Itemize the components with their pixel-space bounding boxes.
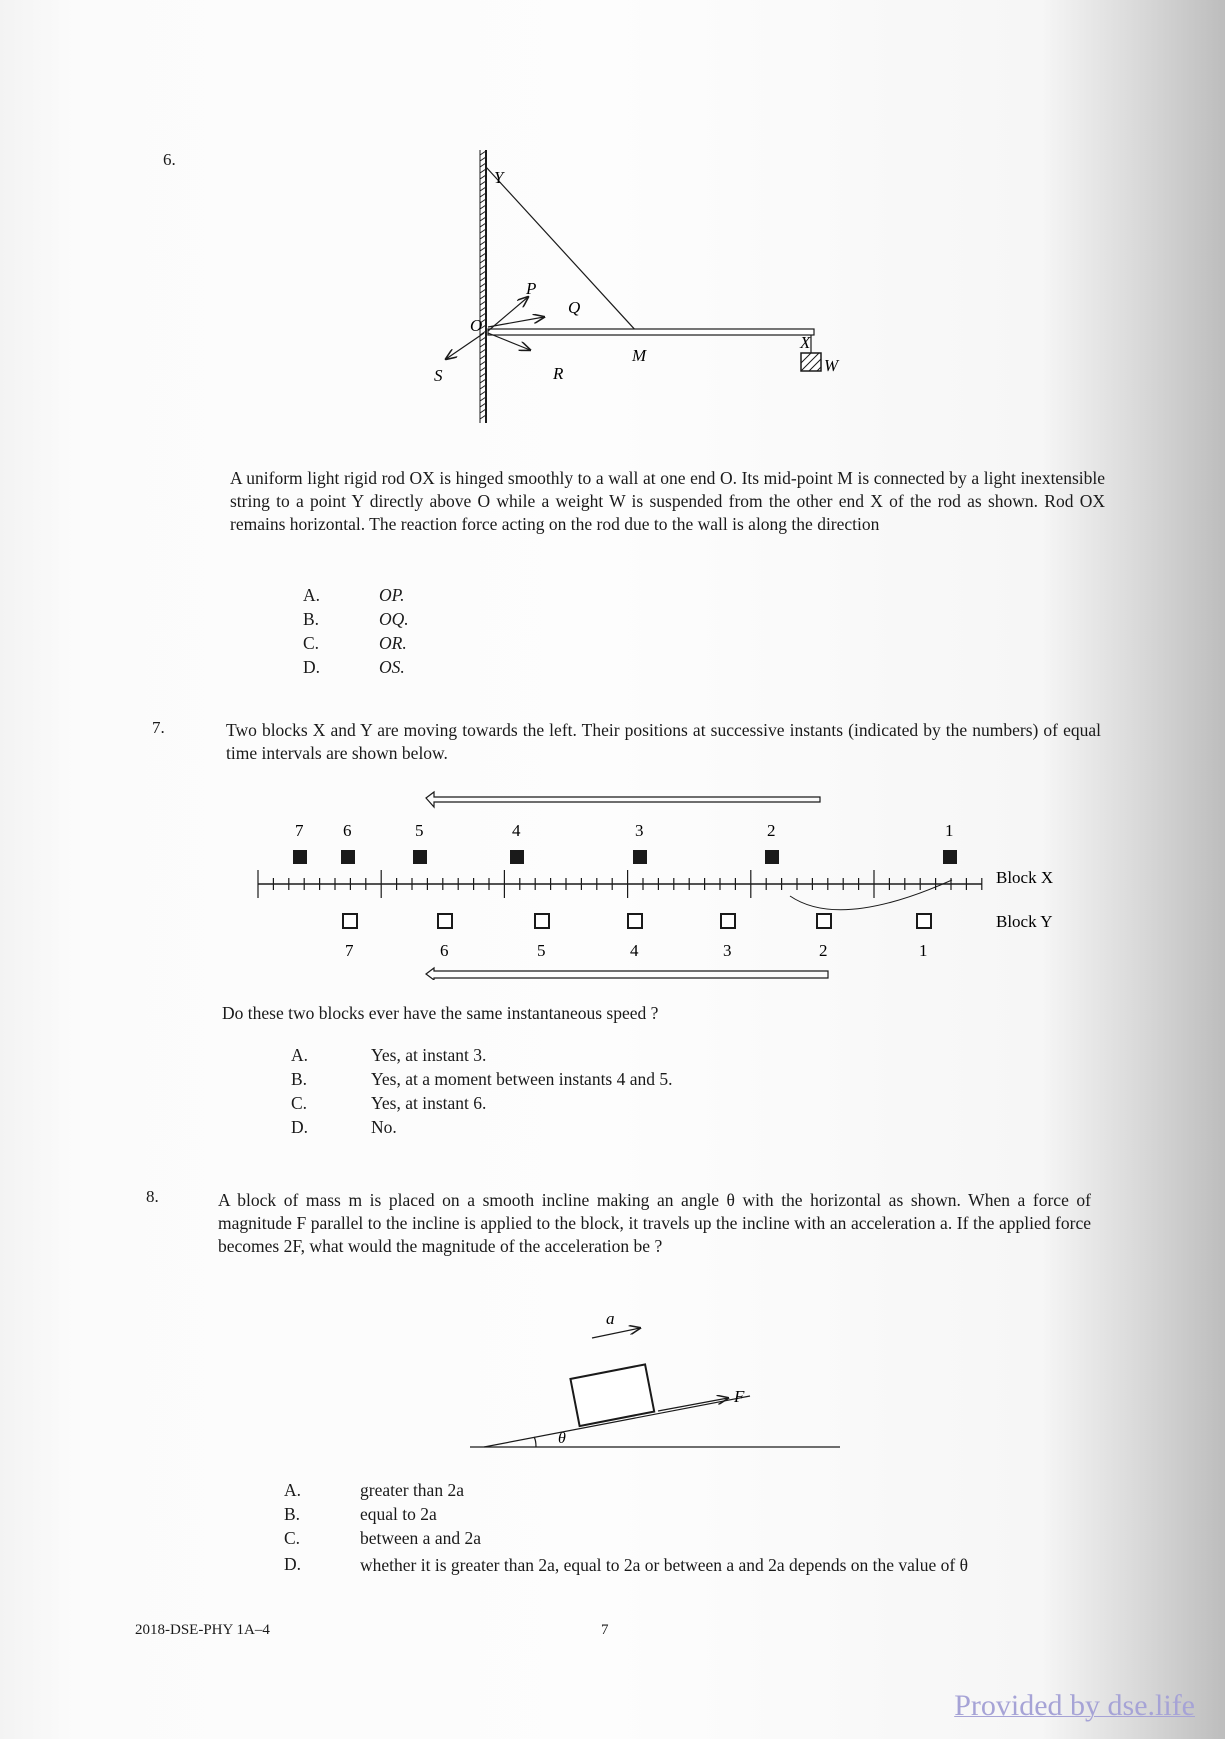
block-y-square xyxy=(438,914,452,928)
option-text: OP. xyxy=(379,585,405,605)
label-y: Y xyxy=(494,168,504,187)
label-m: M xyxy=(632,346,647,365)
option-letter: C. xyxy=(303,633,320,653)
block-y-square xyxy=(721,914,735,928)
option-text: equal to 2a xyxy=(360,1504,437,1524)
block-y-instant-label: 6 xyxy=(440,941,449,960)
block-x-instant-label: 4 xyxy=(512,821,521,840)
acceleration-arrow xyxy=(592,1328,640,1338)
option-letter: B. xyxy=(303,609,320,629)
q6-rod-diagram xyxy=(420,145,840,435)
label-p: P xyxy=(526,279,537,298)
question-6-number: 6. xyxy=(163,150,176,169)
label-acceleration: a xyxy=(606,1309,615,1328)
block-y-instant-label: 4 xyxy=(630,941,639,960)
question-8-text: A block of mass m is placed on a smooth incline making an angle θ with the horizontal as shown. When a force of magnitude F parallel to the incline is applied to the block, it travels up the incline with an acceleration a. If the applied force becomes 2F, what would the magnitude of the acceleration be ? xyxy=(218,1190,1091,1256)
option-text: Yes, at a moment between instants 4 and 5. xyxy=(371,1069,673,1089)
option-letter: A. xyxy=(284,1480,302,1500)
block-x-instant-label: 7 xyxy=(295,821,304,840)
block-y-square xyxy=(343,914,357,928)
label-r: R xyxy=(553,364,564,383)
block-x-instant-label: 3 xyxy=(635,821,644,840)
question-7-prompt: Do these two blocks ever have the same instantaneous speed ? xyxy=(222,1003,659,1023)
block-x-square xyxy=(413,850,427,864)
block-y-instant-label: 7 xyxy=(345,941,354,960)
block-y-square xyxy=(628,914,642,928)
option-letter: A. xyxy=(291,1045,309,1065)
option-text: OR. xyxy=(379,633,407,653)
q7-blocks-diagram xyxy=(240,790,1100,980)
label-s: S xyxy=(434,366,443,385)
option-text: Yes, at instant 3. xyxy=(371,1045,487,1065)
question-7-text: Two blocks X and Y are moving towards the left. Their positions at successive instants (indicated by the numbers) of equal time intervals are shown below. xyxy=(226,720,1101,763)
option-text: OQ. xyxy=(379,609,409,629)
label-theta: θ xyxy=(558,1430,566,1447)
q8-incline-diagram xyxy=(470,1300,850,1460)
left-arrow-top xyxy=(426,792,820,807)
block-y-positions xyxy=(343,914,931,960)
arrow-os xyxy=(446,333,484,359)
option-text: OS. xyxy=(379,657,405,677)
option-letter: D. xyxy=(291,1117,309,1137)
ruler xyxy=(258,870,982,898)
label-o: O xyxy=(470,316,483,335)
option-letter: B. xyxy=(284,1504,301,1524)
option-text: whether it is greater than 2a, equal to 2a or between a and 2a depends on the value of θ xyxy=(360,1555,969,1575)
force-arrow xyxy=(658,1398,728,1411)
question-7-number: 7. xyxy=(152,718,165,737)
option-letter: B. xyxy=(291,1069,308,1089)
label-force: F xyxy=(734,1387,745,1406)
option-text: No. xyxy=(371,1117,397,1137)
paper-code: 2018-DSE-PHY 1A–4 xyxy=(135,1622,270,1638)
arrow-oq xyxy=(488,317,544,327)
option-letter: D. xyxy=(284,1554,302,1574)
block-y-label: Block Y xyxy=(996,912,1053,931)
wall xyxy=(480,150,486,423)
question-6-text: A uniform light rigid rod OX is hinged smoothly to a wall at one end O. Its mid-point M is connected by a light inextensible string to a point Y directly above O while a weight W is suspended from the other end X of the rod as shown. Rod OX remains horizontal. The reaction force acting on the rod due to the wall is along the direction xyxy=(230,468,1105,534)
block-y-square xyxy=(917,914,931,928)
label-x: X xyxy=(800,333,811,352)
page-number: 7 xyxy=(601,1622,609,1638)
rod-ox xyxy=(488,329,814,335)
block-y-instant-label: 3 xyxy=(723,941,732,960)
block-x-instant-label: 2 xyxy=(767,821,776,840)
block-x-label: Block X xyxy=(996,868,1054,887)
block-x-square xyxy=(341,850,355,864)
block-y-square xyxy=(535,914,549,928)
question-8-number: 8. xyxy=(146,1187,159,1206)
string-ym xyxy=(486,167,638,333)
block-x-instant-label: 6 xyxy=(343,821,352,840)
option-text: greater than 2a xyxy=(360,1480,464,1500)
block-y-instant-label: 5 xyxy=(537,941,546,960)
block-y-square xyxy=(817,914,831,928)
block-x-instant-label: 5 xyxy=(415,821,424,840)
block-x-square xyxy=(633,850,647,864)
option-text: between a and 2a xyxy=(360,1528,481,1548)
provided-by-link[interactable]: Provided by dse.life xyxy=(954,1689,1195,1722)
block-x-square xyxy=(293,850,307,864)
block-y-instant-label: 1 xyxy=(919,941,928,960)
option-letter: C. xyxy=(284,1528,301,1548)
option-letter: C. xyxy=(291,1093,308,1113)
option-letter: D. xyxy=(303,657,321,677)
block-y-instant-label: 2 xyxy=(819,941,828,960)
option-letter: A. xyxy=(303,585,321,605)
block-x-positions xyxy=(293,821,957,864)
block-x-square xyxy=(765,850,779,864)
option-text: Yes, at instant 6. xyxy=(371,1093,487,1113)
block-x-square xyxy=(510,850,524,864)
block-x-instant-label: 1 xyxy=(945,821,954,840)
left-arrow-bottom xyxy=(426,968,828,980)
weight-w xyxy=(801,353,821,371)
label-q: Q xyxy=(568,298,581,317)
label-w: W xyxy=(824,356,839,375)
block-x-square xyxy=(943,850,957,864)
